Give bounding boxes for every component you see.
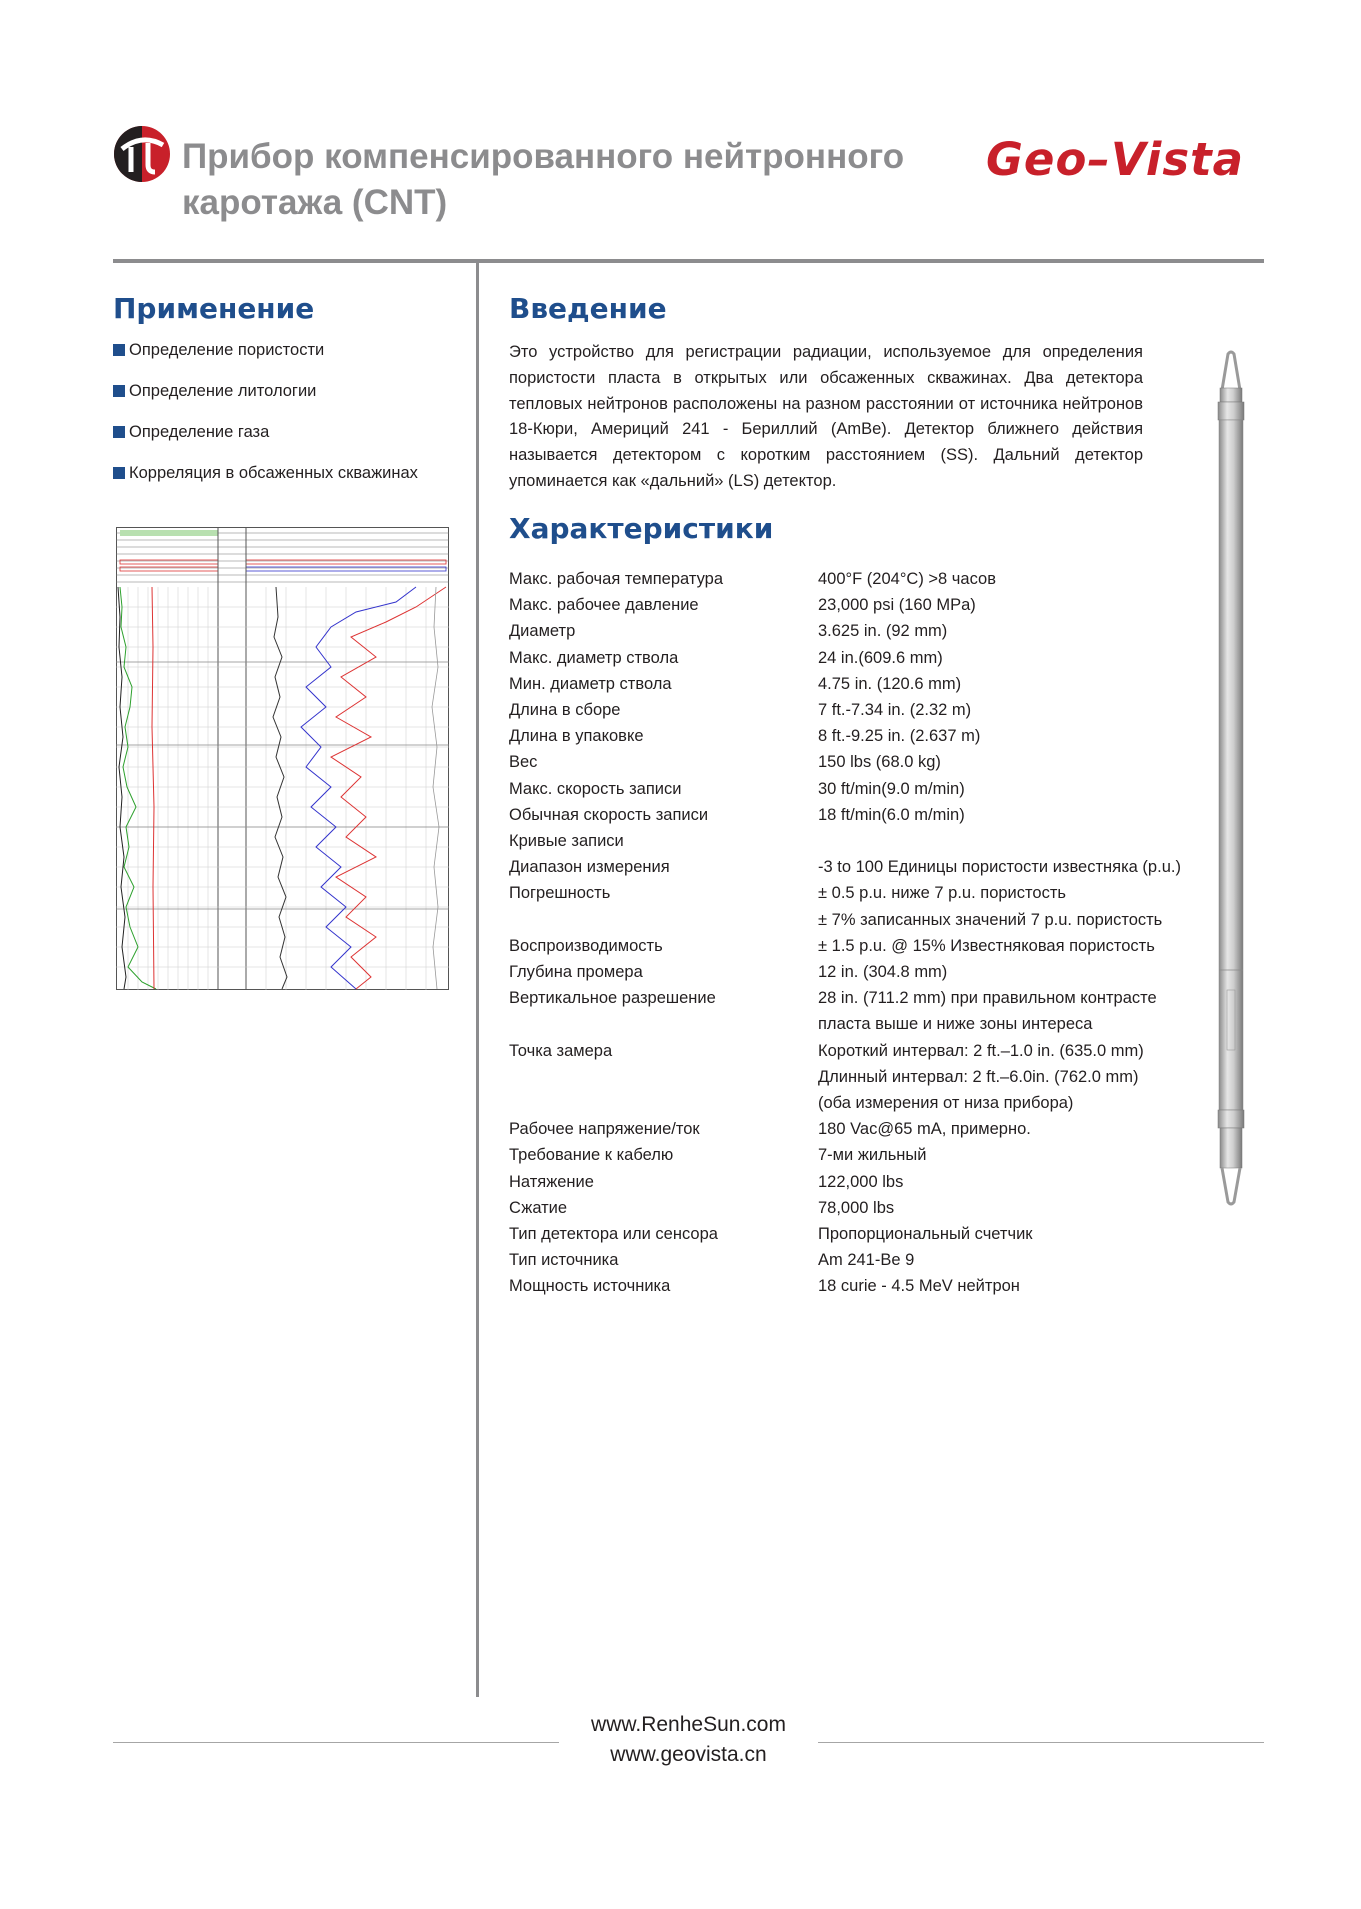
spec-label: [509, 1011, 818, 1037]
footer-link-renhesun[interactable]: www.RenheSun.com: [591, 1713, 786, 1736]
bullet-square-icon: [113, 385, 125, 397]
spec-label: Длина в сборе: [509, 701, 621, 720]
well-log-image: [116, 527, 449, 990]
spec-value: (оба измерения от низа прибора): [818, 1094, 1074, 1113]
spec-row: [509, 1169, 1229, 1195]
spec-value: пласта выше и ниже зоны интереса: [818, 1015, 1093, 1034]
spec-label: Длина в упаковке: [509, 727, 644, 746]
spec-row: [509, 566, 1229, 592]
spec-label: Глубина промера: [509, 963, 643, 982]
spec-value: ± 7% записанных значений 7 p.u. пористость: [818, 910, 1163, 929]
spec-row: [509, 592, 1229, 618]
spec-row: [509, 1221, 1229, 1247]
specifications-heading: Характеристики: [509, 512, 774, 545]
spec-label: Вес: [509, 753, 538, 772]
applications-heading: Применение: [113, 292, 315, 325]
list-item: Корреляция в обсаженных скважинах: [113, 463, 463, 483]
column-divider: [476, 262, 479, 1697]
spec-row: [509, 776, 1229, 802]
spec-value: 24 in.(609.6 mm): [818, 648, 943, 667]
bullet-square-icon: [113, 467, 125, 479]
spec-row: [509, 697, 1229, 723]
spec-value: ± 0.5 p.u. ниже 7 p.u. пористость: [818, 884, 1066, 903]
page-title-line2: каротажа (CNT): [182, 183, 448, 222]
spec-row: [509, 645, 1229, 671]
spec-value: 78,000 lbs: [818, 1198, 895, 1217]
spec-value: 12 in. (304.8 mm): [818, 963, 948, 982]
spec-label: Воспроизводимость: [509, 936, 663, 955]
applications-list: [113, 340, 463, 504]
spec-label: Погрешность: [509, 884, 611, 903]
spec-label: Вертикальное разрешение: [509, 989, 716, 1008]
spec-row: [509, 854, 1229, 880]
company-logo-icon: [113, 125, 171, 183]
spec-row: [509, 1011, 1229, 1037]
spec-label: [509, 907, 818, 933]
spec-value: 28 in. (711.2 mm) при правильном контрасте: [818, 989, 1157, 1008]
spec-label: Сжатие: [509, 1198, 568, 1217]
spec-row: [509, 1142, 1229, 1168]
spec-row: [509, 907, 1229, 933]
spec-label: Требование к кабелю: [509, 1146, 674, 1165]
spec-value: 180 Vac@65 mA, примерно.: [818, 1120, 1031, 1139]
spec-label: Диаметр: [509, 622, 576, 641]
spec-label: Макс. рабочее давление: [509, 596, 699, 615]
list-item: Определение газа: [113, 422, 463, 442]
introduction-text: Это устройство для регистрации радиации, используемое для определения пористости пласта в открытых или обсаженных скважинах. Два детектора тепловых нейтронов расположены на разном расстоянии от источника нейтронов 18-Кюри, Америций 241 - Бериллий (AmBe). Детектор ближнего действия называется детектором с коротким расстоянием (SS). Дальний детектор упоминается как «дальний» (LS) детектор.: [509, 343, 1143, 490]
spec-value: Am 241-Be 9: [818, 1251, 915, 1270]
spec-row: [509, 671, 1229, 697]
page-title: [182, 134, 982, 226]
spec-value: 18 curie - 4.5 MeV нейтрон: [818, 1277, 1020, 1296]
spec-label: Тип детектора или сенсора: [509, 1225, 718, 1244]
spec-row: [509, 880, 1229, 906]
spec-value: 400°F (204°C) >8 часов: [818, 570, 996, 588]
cnt-tool-image: [1208, 350, 1254, 1210]
spec-label: Точка замера: [509, 1041, 613, 1060]
spec-value: 150 lbs (68.0 kg): [818, 753, 941, 772]
spec-row: [509, 618, 1229, 644]
spec-label: Макс. рабочая температура: [509, 570, 723, 588]
spec-value: [818, 828, 1229, 854]
spec-value: 23,000 psi (160 MPa): [818, 596, 976, 615]
list-item: Определение литологии: [113, 381, 463, 401]
spec-row: [509, 1038, 1229, 1064]
spec-row: [509, 1116, 1229, 1142]
spec-value: 18 ft/min(6.0 m/min): [818, 805, 965, 824]
spec-value: 8 ft.-9.25 in. (2.637 m): [818, 727, 981, 746]
spec-value: ± 1.5 p.u. @ 15% Известняковая пористость: [818, 936, 1155, 955]
spec-value: 7-ми жильный: [818, 1146, 927, 1165]
bullet-square-icon: [113, 344, 125, 356]
spec-label: Мощность источника: [509, 1277, 671, 1296]
spec-row: [509, 828, 1229, 854]
spec-value: Длинный интервал: 2 ft.–6.0in. (762.0 mm): [818, 1067, 1139, 1086]
spec-row: [509, 959, 1229, 985]
introduction-heading: Введение: [509, 292, 667, 325]
spec-value: Короткий интервал: 2 ft.–1.0 in. (635.0 mm): [818, 1041, 1144, 1060]
footer-divider-right: [818, 1742, 1264, 1743]
bullet-square-icon: [113, 426, 125, 438]
spec-label: Натяжение: [509, 1172, 594, 1191]
spec-row: [509, 1064, 1229, 1090]
spec-label: [509, 1064, 818, 1090]
footer-link-geovista[interactable]: www.geovista.cn: [610, 1743, 767, 1766]
spec-label: Макс. скорость записи: [509, 779, 682, 798]
spec-value: 4.75 in. (120.6 mm): [818, 674, 962, 693]
spec-label: Кривые записи: [509, 832, 624, 851]
spec-row: [509, 1273, 1229, 1299]
spec-row: [509, 985, 1229, 1011]
list-item: Определение пористости: [113, 340, 463, 360]
footer: [560, 1710, 817, 1770]
spec-label: Мин. диаметр ствола: [509, 674, 672, 693]
spec-label: Обычная скорость записи: [509, 805, 709, 824]
spec-value: -3 to 100 Единицы пористости известняка (p.u.): [818, 858, 1181, 877]
spec-row: [509, 933, 1229, 959]
brand-logo: Geo–Vista: [986, 133, 1244, 186]
spec-value: 30 ft/min(9.0 m/min): [818, 779, 965, 798]
spec-value: 3.625 in. (92 mm): [818, 622, 948, 641]
spec-label: Диапазон измерения: [509, 858, 670, 877]
spec-label: Макс. диаметр ствола: [509, 648, 679, 667]
footer-divider-left: [113, 1742, 559, 1743]
spec-value: 122,000 lbs: [818, 1172, 904, 1191]
spec-row: [509, 1195, 1229, 1221]
spec-label: Рабочее напряжение/ток: [509, 1120, 700, 1139]
spec-row: [509, 749, 1229, 775]
spec-row: [509, 1090, 1229, 1116]
page-title-line1: Прибор компенсированного нейтронного: [182, 137, 905, 176]
header-divider: [113, 259, 1264, 263]
spec-label: Тип источника: [509, 1251, 619, 1270]
spec-row: [509, 723, 1229, 749]
spec-row: [509, 802, 1229, 828]
spec-row: [509, 1247, 1229, 1273]
spec-label: [509, 1090, 818, 1116]
specifications-table: [509, 566, 1229, 1300]
spec-value: 7 ft.-7.34 in. (2.32 m): [818, 701, 972, 720]
spec-value: Пропорциональный счетчик: [818, 1225, 1033, 1244]
